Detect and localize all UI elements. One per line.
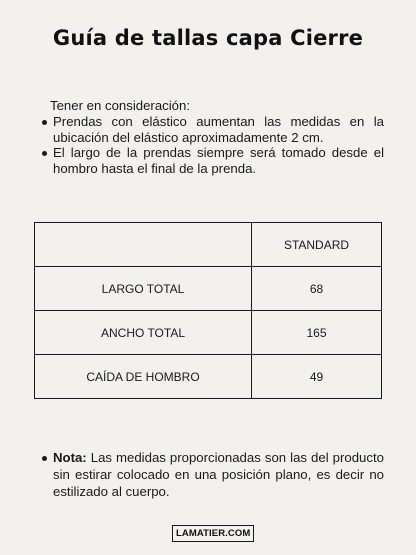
row-value: 68 bbox=[252, 267, 382, 311]
note-list bbox=[40, 449, 384, 500]
intro-text: Tener en consideración: bbox=[50, 98, 191, 113]
note-text: Las medidas proporcionadas son las del producto sin estirar colocado en una posición plano, es decir no estilizado al cuerpo. bbox=[53, 450, 384, 499]
list-item: El largo de la prendas siempre será tomado desde el hombro hasta el final de la prenda. bbox=[40, 145, 384, 176]
brand-logo: LAMATIER.COM bbox=[172, 525, 254, 542]
table-header-row bbox=[35, 223, 382, 267]
page-title: Guía de tallas capa Cierre bbox=[52, 26, 364, 50]
table-row bbox=[35, 311, 382, 355]
table-row bbox=[35, 355, 382, 399]
considerations-list bbox=[40, 114, 384, 176]
row-value: 49 bbox=[252, 355, 382, 399]
list-item: Prendas con elástico aumentan las medidas en la ubicación del elástico aproximadamente 2 cm. bbox=[40, 114, 384, 145]
row-label: ANCHO TOTAL bbox=[35, 311, 252, 355]
row-label: CAÍDA DE HOMBRO bbox=[35, 355, 252, 399]
row-value: 165 bbox=[252, 311, 382, 355]
note-item bbox=[40, 449, 384, 500]
table-row bbox=[35, 267, 382, 311]
header-cell-standard: STANDARD bbox=[252, 223, 382, 267]
row-label: LARGO TOTAL bbox=[35, 267, 252, 311]
note-label: Nota: bbox=[53, 450, 87, 465]
size-table bbox=[34, 222, 382, 399]
header-cell-empty bbox=[35, 223, 252, 267]
